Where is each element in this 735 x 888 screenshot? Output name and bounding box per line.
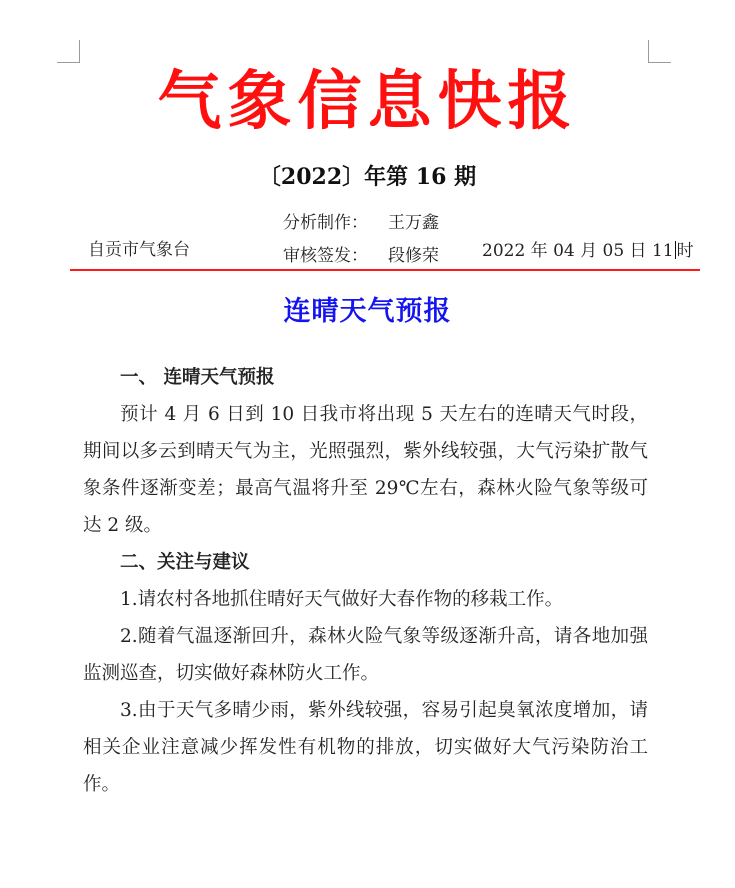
- issue-datetime-suffix: 时: [676, 241, 694, 261]
- body-paragraph: 预计 4 月 6 日到 10 日我市将出现 5 天左右的连晴天气时段，期间以多云到晴天气为主，光照强烈，紫外线较强，大气污染扩散气象条件逐渐变差；最高气温将升至 29℃左右，森林火险气象等级可达 2 级。: [83, 404, 648, 536]
- reviewer-line: [283, 244, 439, 268]
- issue-number: 〔2022〕年第 16 期: [258, 164, 477, 190]
- list-item: 3.由于天气多晴少雨，紫外线较强，容易引起臭氧浓度增加，请相关企业注意减少挥发性有机物的排放，切实做好大气污染防治工作。: [83, 700, 648, 795]
- list-item: 1.请农村各地抓住晴好天气做好大春作物的移栽工作。: [120, 589, 564, 610]
- text-cursor: [675, 241, 676, 259]
- header-divider: [70, 269, 700, 271]
- page-corner-mark-top-left: [57, 40, 80, 63]
- producer-line: [283, 211, 439, 235]
- issuing-station: 自贡市气象台: [88, 240, 190, 260]
- masthead-title: 气象信息快报: [157, 65, 578, 139]
- document-title: 连晴天气预报: [283, 296, 452, 327]
- issue-datetime-text: 2022 年 04 月 05 日 11: [482, 241, 674, 261]
- producer-label: 分析制作：: [283, 213, 368, 233]
- list-item: 2.随着气温逐渐回升，森林火险气象等级逐渐升高，请各地加强监测巡查，切实做好森林防火工作。: [83, 626, 648, 684]
- section-heading: 一、 连晴天气预报: [120, 367, 275, 388]
- section-heading: 二、关注与建议: [120, 552, 250, 573]
- document-body[interactable]: [83, 359, 648, 803]
- reviewer-name: 段修荣: [388, 246, 439, 266]
- page-corner-mark-top-right: [648, 40, 671, 63]
- reviewer-label: 审核签发：: [283, 246, 368, 266]
- issue-datetime[interactable]: [482, 239, 694, 263]
- producer-name: 王万鑫: [388, 213, 439, 233]
